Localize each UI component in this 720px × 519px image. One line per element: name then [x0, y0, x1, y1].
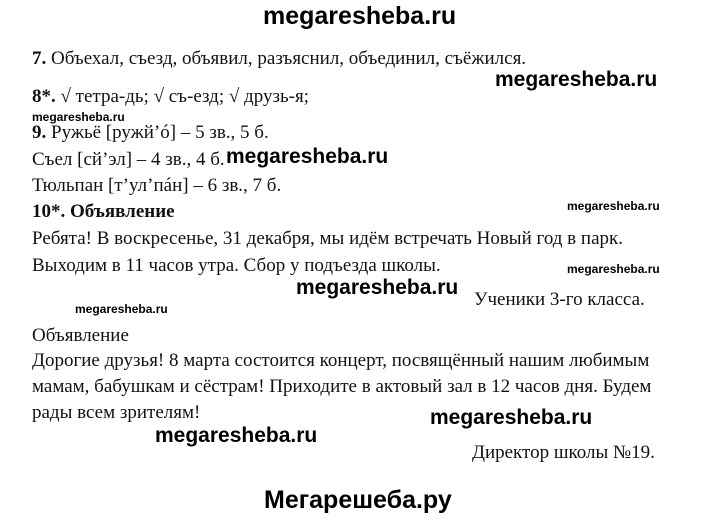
task-9-line-2: Съел [сй’эл] – 4 зв., 4 б.: [32, 149, 225, 170]
watermark: megaresheba.ru: [155, 424, 318, 447]
watermark: megaresheba.ru: [75, 302, 168, 316]
announcement-2-line-3: рады всем зрителям!: [32, 402, 201, 423]
task-text: Объехал, съезд, объявил, разъяснил, объединил, съёжился.: [46, 48, 527, 69]
signature-students: Ученики 3-го класса.: [474, 289, 645, 310]
task-number: 9.: [32, 122, 47, 143]
watermark: megaresheba.ru: [567, 262, 660, 276]
watermark-bottom: Мегарешеба.ру: [264, 486, 452, 514]
announcement-2-line-2: мамам, бабушкам и сёстрам! Приходите в актовый зал в 12 часов дня. Будем: [32, 376, 652, 397]
task-number: 8*.: [32, 86, 56, 107]
task-10-heading: [32, 201, 175, 223]
watermark: megaresheba.ru: [495, 68, 658, 91]
watermark: megaresheba.ru: [32, 110, 125, 124]
signature-director: Директор школы №19.: [472, 442, 655, 463]
task-title: Объявление: [65, 201, 175, 222]
announcement-1-line-1: Ребята! В воскресенье, 31 декабря, мы идём встречать Новый год в парк.: [32, 228, 623, 249]
task-9-line-3: Тюльпан [т’ул’пáн] – 6 зв., 7 б.: [32, 175, 282, 196]
task-text: √ тетра-дь; √ съ-езд; √ друзь-я;: [55, 86, 309, 107]
watermark: megaresheba.ru: [226, 145, 389, 168]
task-text: Ружьё [ружй’ó] – 5 зв., 5 б.: [46, 122, 269, 143]
watermark: megaresheba.ru: [567, 199, 660, 213]
task-number: 10*.: [32, 201, 66, 222]
task-7: [32, 48, 526, 70]
watermark: megaresheba.ru: [296, 276, 459, 299]
watermark-top: megaresheba.ru: [263, 2, 457, 30]
watermark: megaresheba.ru: [430, 406, 593, 429]
announcement-2-title: Объявление: [32, 325, 129, 346]
announcement-1-line-2: Выходим в 11 часов утра. Сбор у подъезда школы.: [32, 255, 441, 276]
task-number: 7.: [32, 48, 47, 69]
task-8: [32, 86, 309, 108]
task-9-line-1: [32, 122, 269, 144]
announcement-2-line-1: Дорогие друзья! 8 марта состоится концерт, посвящённый нашим любимым: [32, 350, 650, 371]
